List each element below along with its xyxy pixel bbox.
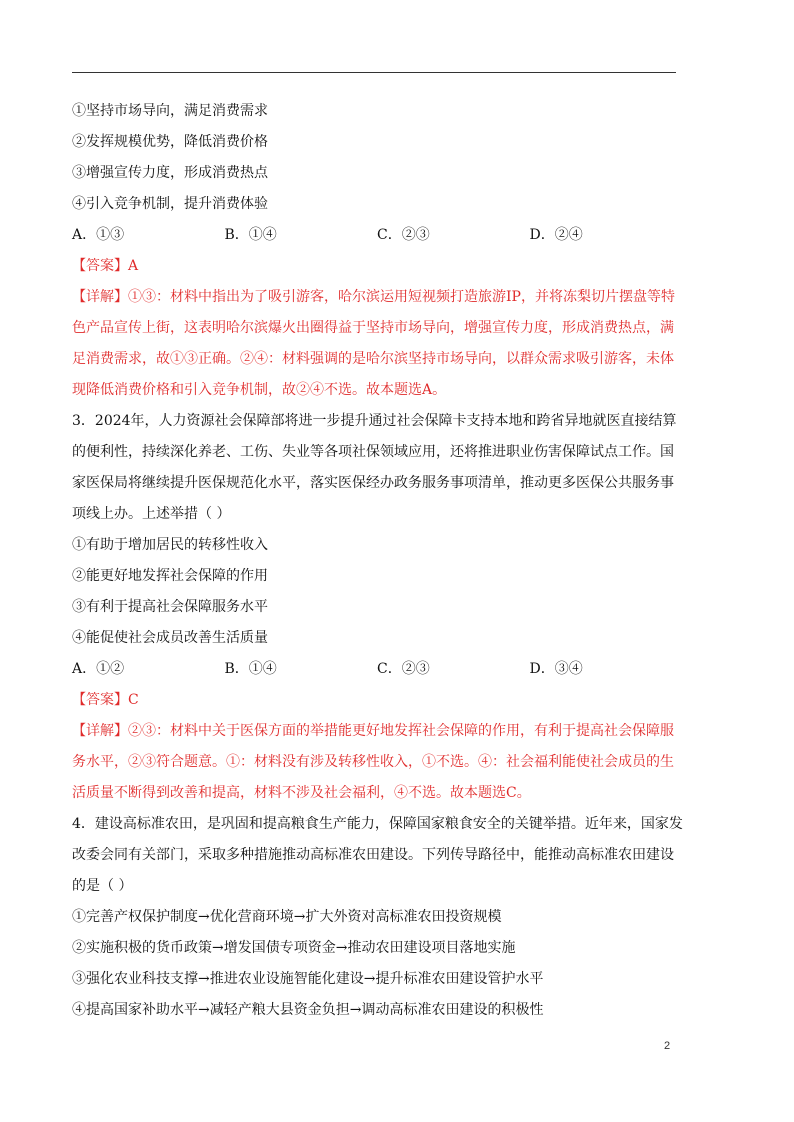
q3-option-a: A．①②	[72, 661, 125, 677]
q3-option-c: C．②③	[377, 661, 430, 677]
q3-block	[72, 406, 682, 809]
q3-explanation-line-2: 务水平，②③符合题意。①：材料没有涉及转移性收入，①不选。④：社会福利能使社会成员的生	[72, 754, 674, 770]
q3-explanation-line-1: 【详解】②③：材料中关于医保方面的举措能更好地发挥社会保障的作用，有利于提高社会保障服	[72, 723, 674, 739]
q2-block	[72, 96, 682, 406]
q4-choice-3: ③强化农业科技支撑→推进农业设施智能化建设→提升标准农田建设管护水平	[72, 971, 544, 987]
q3-option-d: D．③④	[529, 661, 583, 677]
q2-explanation-line-1: 【详解】①③：材料中指出为了吸引游客，哈尔滨运用短视频打造旅游IP，并将冻梨切片摆盘等特	[72, 289, 675, 305]
q4-stem-line-3: 的是（ ）	[72, 878, 133, 894]
q4-choice-4: ④提高国家补助水平→减轻产粮大县资金负担→调动高标准农田建设的积极性	[72, 1002, 544, 1018]
q3-stem-line-2: 的便利性，持续深化养老、工伤、失业等各项社保领域应用，还将推进职业伤害保障试点工作。国	[72, 444, 674, 460]
q2-explanation-line-4: 现降低消费价格和引入竞争机制，故②④不选。故本题选A。	[72, 382, 447, 398]
q4-choice-2: ②实施积极的货币政策→增发国债专项资金→推动农田建设项目落地实施	[72, 940, 516, 956]
q2-answer: 【答案】A	[72, 258, 139, 274]
q3-answer: 【答案】C	[72, 692, 139, 708]
q3-choice-1: ①有助于增加居民的转移性收入	[72, 537, 268, 553]
q2-option-b: B．①④	[224, 227, 277, 243]
q4-choice-1: ①完善产权保护制度→优化营商环境→扩大外资对高标准农田投资规模	[72, 909, 502, 925]
q3-choice-3: ③有利于提高社会保障服务水平	[72, 599, 268, 615]
q3-explanation-line-3: 活质量不断得到改善和提高，材料不涉及社会福利，④不选。故本题选C。	[72, 785, 531, 801]
q4-stem-line-2: 改委会同有关部门，采取多种措施推动高标准农田建设。下列传导路径中，能推动高标准农田建设	[72, 847, 674, 863]
q4-block	[72, 809, 682, 1026]
q2-choice-1: ①坚持市场导向，满足消费需求	[72, 103, 268, 119]
page-content	[72, 96, 682, 1026]
q3-stem-line-3: 家医保局将继续提升医保规范化水平，落实医保经办政务服务事项清单，推动更多医保公共服务事	[72, 475, 674, 491]
q3-stem-line-1: 3．2024年，人力资源社会保障部将进一步提升通过社会保障卡支持本地和跨省异地就医直接结算	[72, 413, 677, 429]
q2-option-c: C．②③	[377, 227, 430, 243]
q2-explanation-line-2: 色产品宣传上街，这表明哈尔滨爆火出圈得益于坚持市场导向，增强宣传力度，形成消费热点，满	[72, 320, 674, 336]
q2-choice-3: ③增强宣传力度，形成消费热点	[72, 165, 268, 181]
q2-options	[72, 220, 682, 251]
q2-choice-4: ④引入竞争机制，提升消费体验	[72, 196, 268, 212]
q4-stem-line-1: 4．建设高标准农田，是巩固和提高粮食生产能力，保障国家粮食安全的关键举措。近年来，国家发	[72, 816, 683, 832]
q2-choice-2: ②发挥规模优势，降低消费价格	[72, 134, 268, 150]
header-rule	[72, 72, 676, 73]
q3-options	[72, 654, 682, 685]
q3-stem-line-4: 项线上办。上述举措（ ）	[72, 506, 231, 522]
q3-option-b: B．①④	[224, 661, 277, 677]
page-number: 2	[664, 1040, 671, 1052]
q2-option-d: D．②④	[529, 227, 583, 243]
q2-option-a: A．①③	[72, 227, 125, 243]
q3-choice-4: ④能促使社会成员改善生活质量	[72, 630, 268, 646]
q2-explanation-line-3: 足消费需求，故①③正确。②④：材料强调的是哈尔滨坚持市场导向，以群众需求吸引游客，未体	[72, 351, 674, 367]
q3-choice-2: ②能更好地发挥社会保障的作用	[72, 568, 268, 584]
